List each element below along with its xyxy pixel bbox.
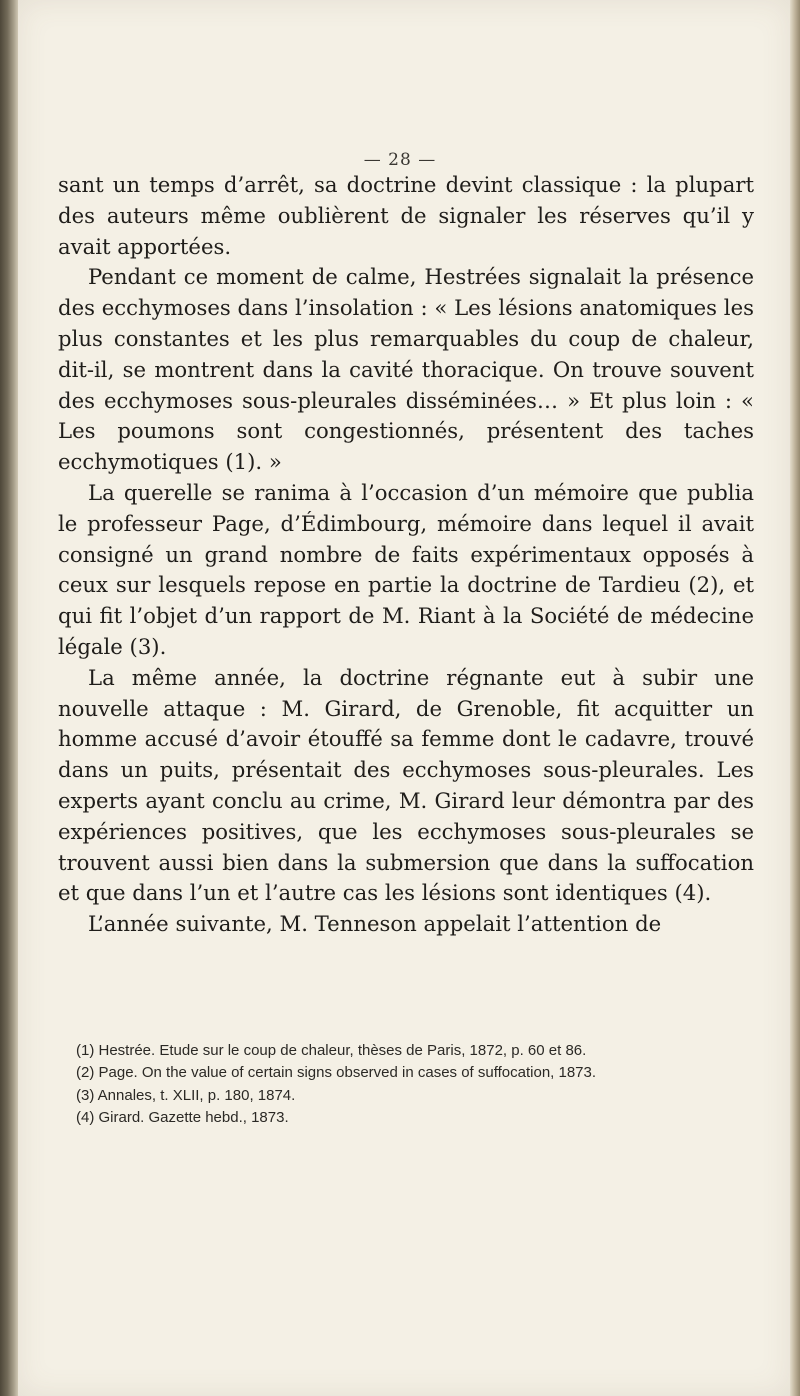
paragraph-2: Pendant ce moment de calme, Hestrées signalait la présence des ecchymoses dans l’insolation : « Les lésions anatomiques les plus constantes et les plus remarquables du coup de chaleur, dit-il, se montrent dans la cavité thoracique. On trouve souvent des ecchymoses sous-pleurales disséminées… » Et plus loin : « Les poumons sont congestionnés, présentent des taches ecchymotiques (1). » [58, 264, 754, 475]
paragraph-5: L’année suivante, M. Tenneson appelait l’attention de [88, 911, 662, 937]
page-number: — 28 — [363, 150, 437, 170]
footnote-1: (1) Hestrée. Etude sur le coup de chaleur, thèses de Paris, 1872, p. 60 et 86. [76, 1042, 587, 1059]
footnote-2: (2) Page. On the value of certain signs observed in cases of suffocation, 1873. [76, 1064, 597, 1082]
footnote-3: (3) Annales, t. XLII, p. 180, 1874. [76, 1086, 296, 1104]
page-right-edge [790, 0, 800, 1396]
book-binding-edge [0, 0, 18, 1396]
paragraph-1: sant un temps d’arrêt, sa doctrine devint classique : la plupart des auteurs même oublièrent de signaler les réserves qu’il y avait apportées. [58, 172, 754, 259]
paragraph-4: La même année, la doctrine régnante eut à subir une nouvelle attaque : M. Girard, de Grenoble, fit acquitter un homme accusé d’avoir étouffé sa femme dont le cadavre, trouvé dans un puits, présentait des ecchymoses sous-pleurales. Les experts ayant conclu au crime, M. Girard leur démontra par des expériences positives, que les ecchymoses sous-pleurales se trouvent aussi bien dans la submersion que dans la suffocation et que dans l’un et l’autre cas les lésions sont identiques (4). [58, 664, 754, 906]
footnotes [58, 1040, 754, 1130]
footnote-4: (4) Girard. Gazette hebd., 1873. [76, 1109, 289, 1127]
paragraph-3: La querelle se ranima à l’occasion d’un mémoire que publia le professeur Page, d’Édimbourg, mémoire dans lequel il avait consigné un grand nombre de faits expérimentaux opposés à ceux sur lesquels repose en partie la doctrine de Tardieu (2), et qui fit l’objet d’un rapport de M. Riant à la Société de médecine légale (3). [58, 479, 754, 659]
body-text [58, 170, 754, 940]
